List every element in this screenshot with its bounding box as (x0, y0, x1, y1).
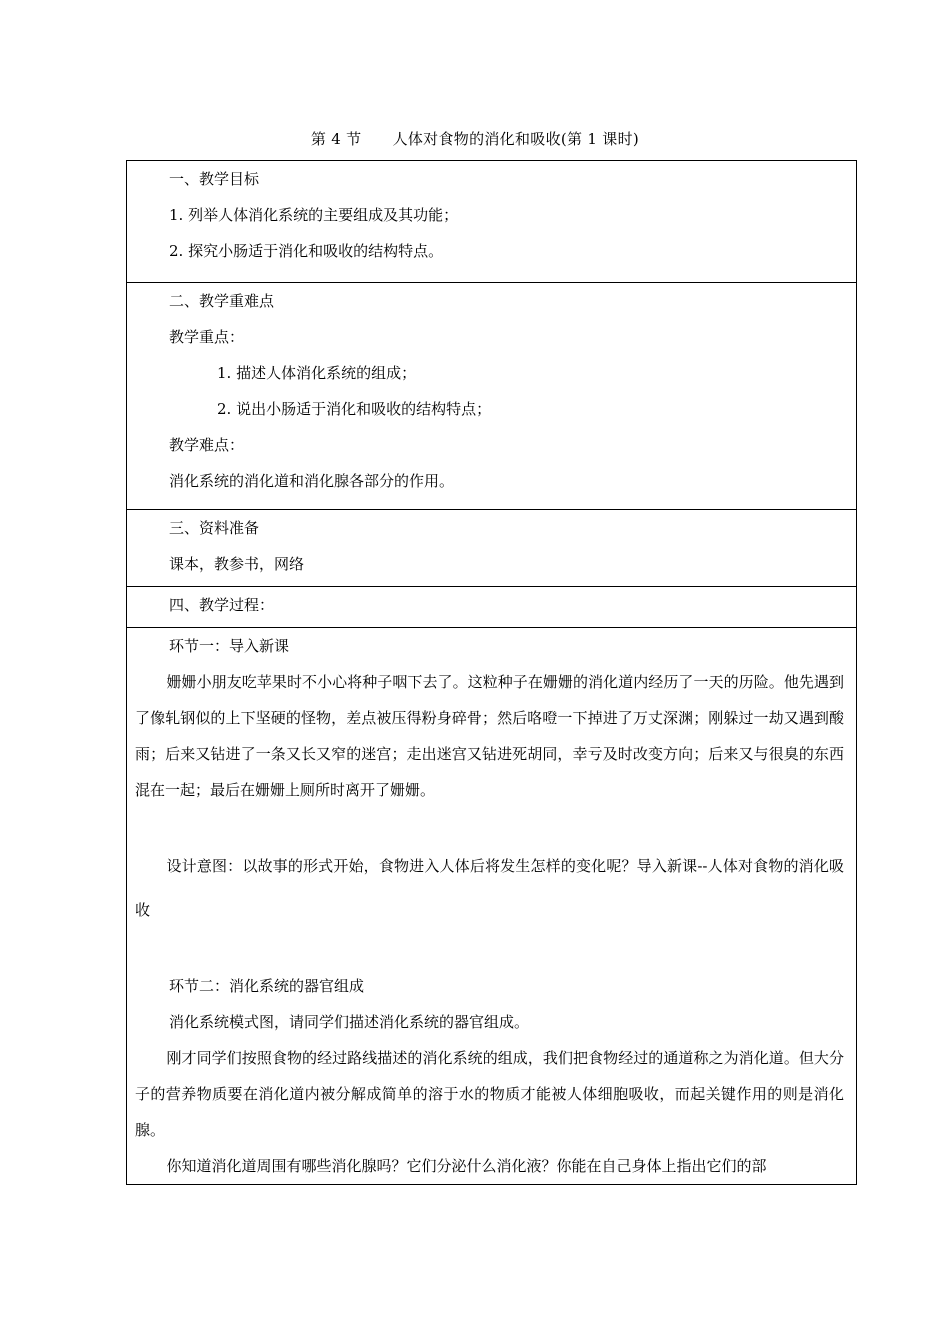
story-paragraph: 姗姗小朋友吃苹果时不小心将种子咽下去了。这粒种子在姗姗的消化道内经历了一天的历险。他先遇到了像轧钢似的上下坚硬的怪物，差点被压得粉身碎骨；然后咯噔一下掉进了万丈深渊；刚躲过一劫又遇到酸雨；后来又钻进了一条又长又窄的迷宫；走出迷宫又钻进死胡同，幸亏及时改变方向；后来又与很臭的东西混在一起；最后在姗姗上厕所时离开了姗姗。 (135, 673, 844, 799)
materials-heading: 三、资料准备 (169, 519, 260, 537)
row-process-heading (127, 587, 857, 628)
objectives-heading: 一、教学目标 (169, 170, 260, 188)
spacer (169, 932, 844, 968)
row-objectives (127, 161, 857, 283)
materials-text: 课本，教参书，网络 (169, 555, 305, 573)
objective-item: 2. 探究小肠适于消化和吸收的结构特点。 (169, 242, 444, 260)
process-heading: 四、教学过程： (169, 596, 275, 614)
link2-title: 环节二：消化系统的器官组成 (169, 977, 365, 995)
difficulty-text: 消化系统的消化道和消化腺各部分的作用。 (169, 472, 455, 490)
row-key-points (127, 283, 857, 510)
page-title (0, 128, 950, 149)
row-process (127, 628, 857, 1185)
design-paragraph: 设计意图：以故事的形式开始，食物进入人体后将发生怎样的变化呢？导入新课--人体对食物的消化吸收 (135, 857, 844, 919)
paragraph-model: 消化系统模式图，请同学们描述消化系统的器官组成。 (169, 1013, 530, 1031)
lesson-title: 人体对食物的消化和吸收(第 1 课时) (392, 130, 640, 148)
spacer (169, 808, 844, 844)
objective-item: 1. 列举人体消化系统的主要组成及其功能； (169, 206, 459, 224)
cell-objectives (127, 161, 857, 283)
cell-process-heading (127, 587, 857, 628)
lesson-plan-table (126, 160, 857, 1185)
section-number: 第 4 节 (310, 130, 362, 148)
key-label: 教学重点： (169, 328, 245, 346)
cell-materials (127, 510, 857, 587)
cell-key-points (127, 283, 857, 510)
row-materials (127, 510, 857, 587)
key-points-heading: 二、教学重难点 (169, 292, 275, 310)
link1-title: 环节一：导入新课 (169, 637, 290, 655)
key-item: 1. 描述人体消化系统的组成； (217, 364, 417, 382)
difficulty-label: 教学难点： (169, 436, 245, 454)
cell-process (127, 628, 857, 1185)
paragraph-glands: 你知道消化道周围有哪些消化腺吗？它们分泌什么消化液？你能在自己身体上指出它们的部 (166, 1157, 767, 1175)
paragraph-digestive-tract: 刚才同学们按照食物的经过路线描述的消化系统的组成，我们把食物经过的通道称之为消化道。但大分子的营养物质要在消化道内被分解成简单的溶于水的物质才能被人体细胞吸收，而起关键作用的则是消化腺。 (135, 1049, 844, 1139)
key-item: 2. 说出小肠适于消化和吸收的结构特点； (217, 400, 492, 418)
